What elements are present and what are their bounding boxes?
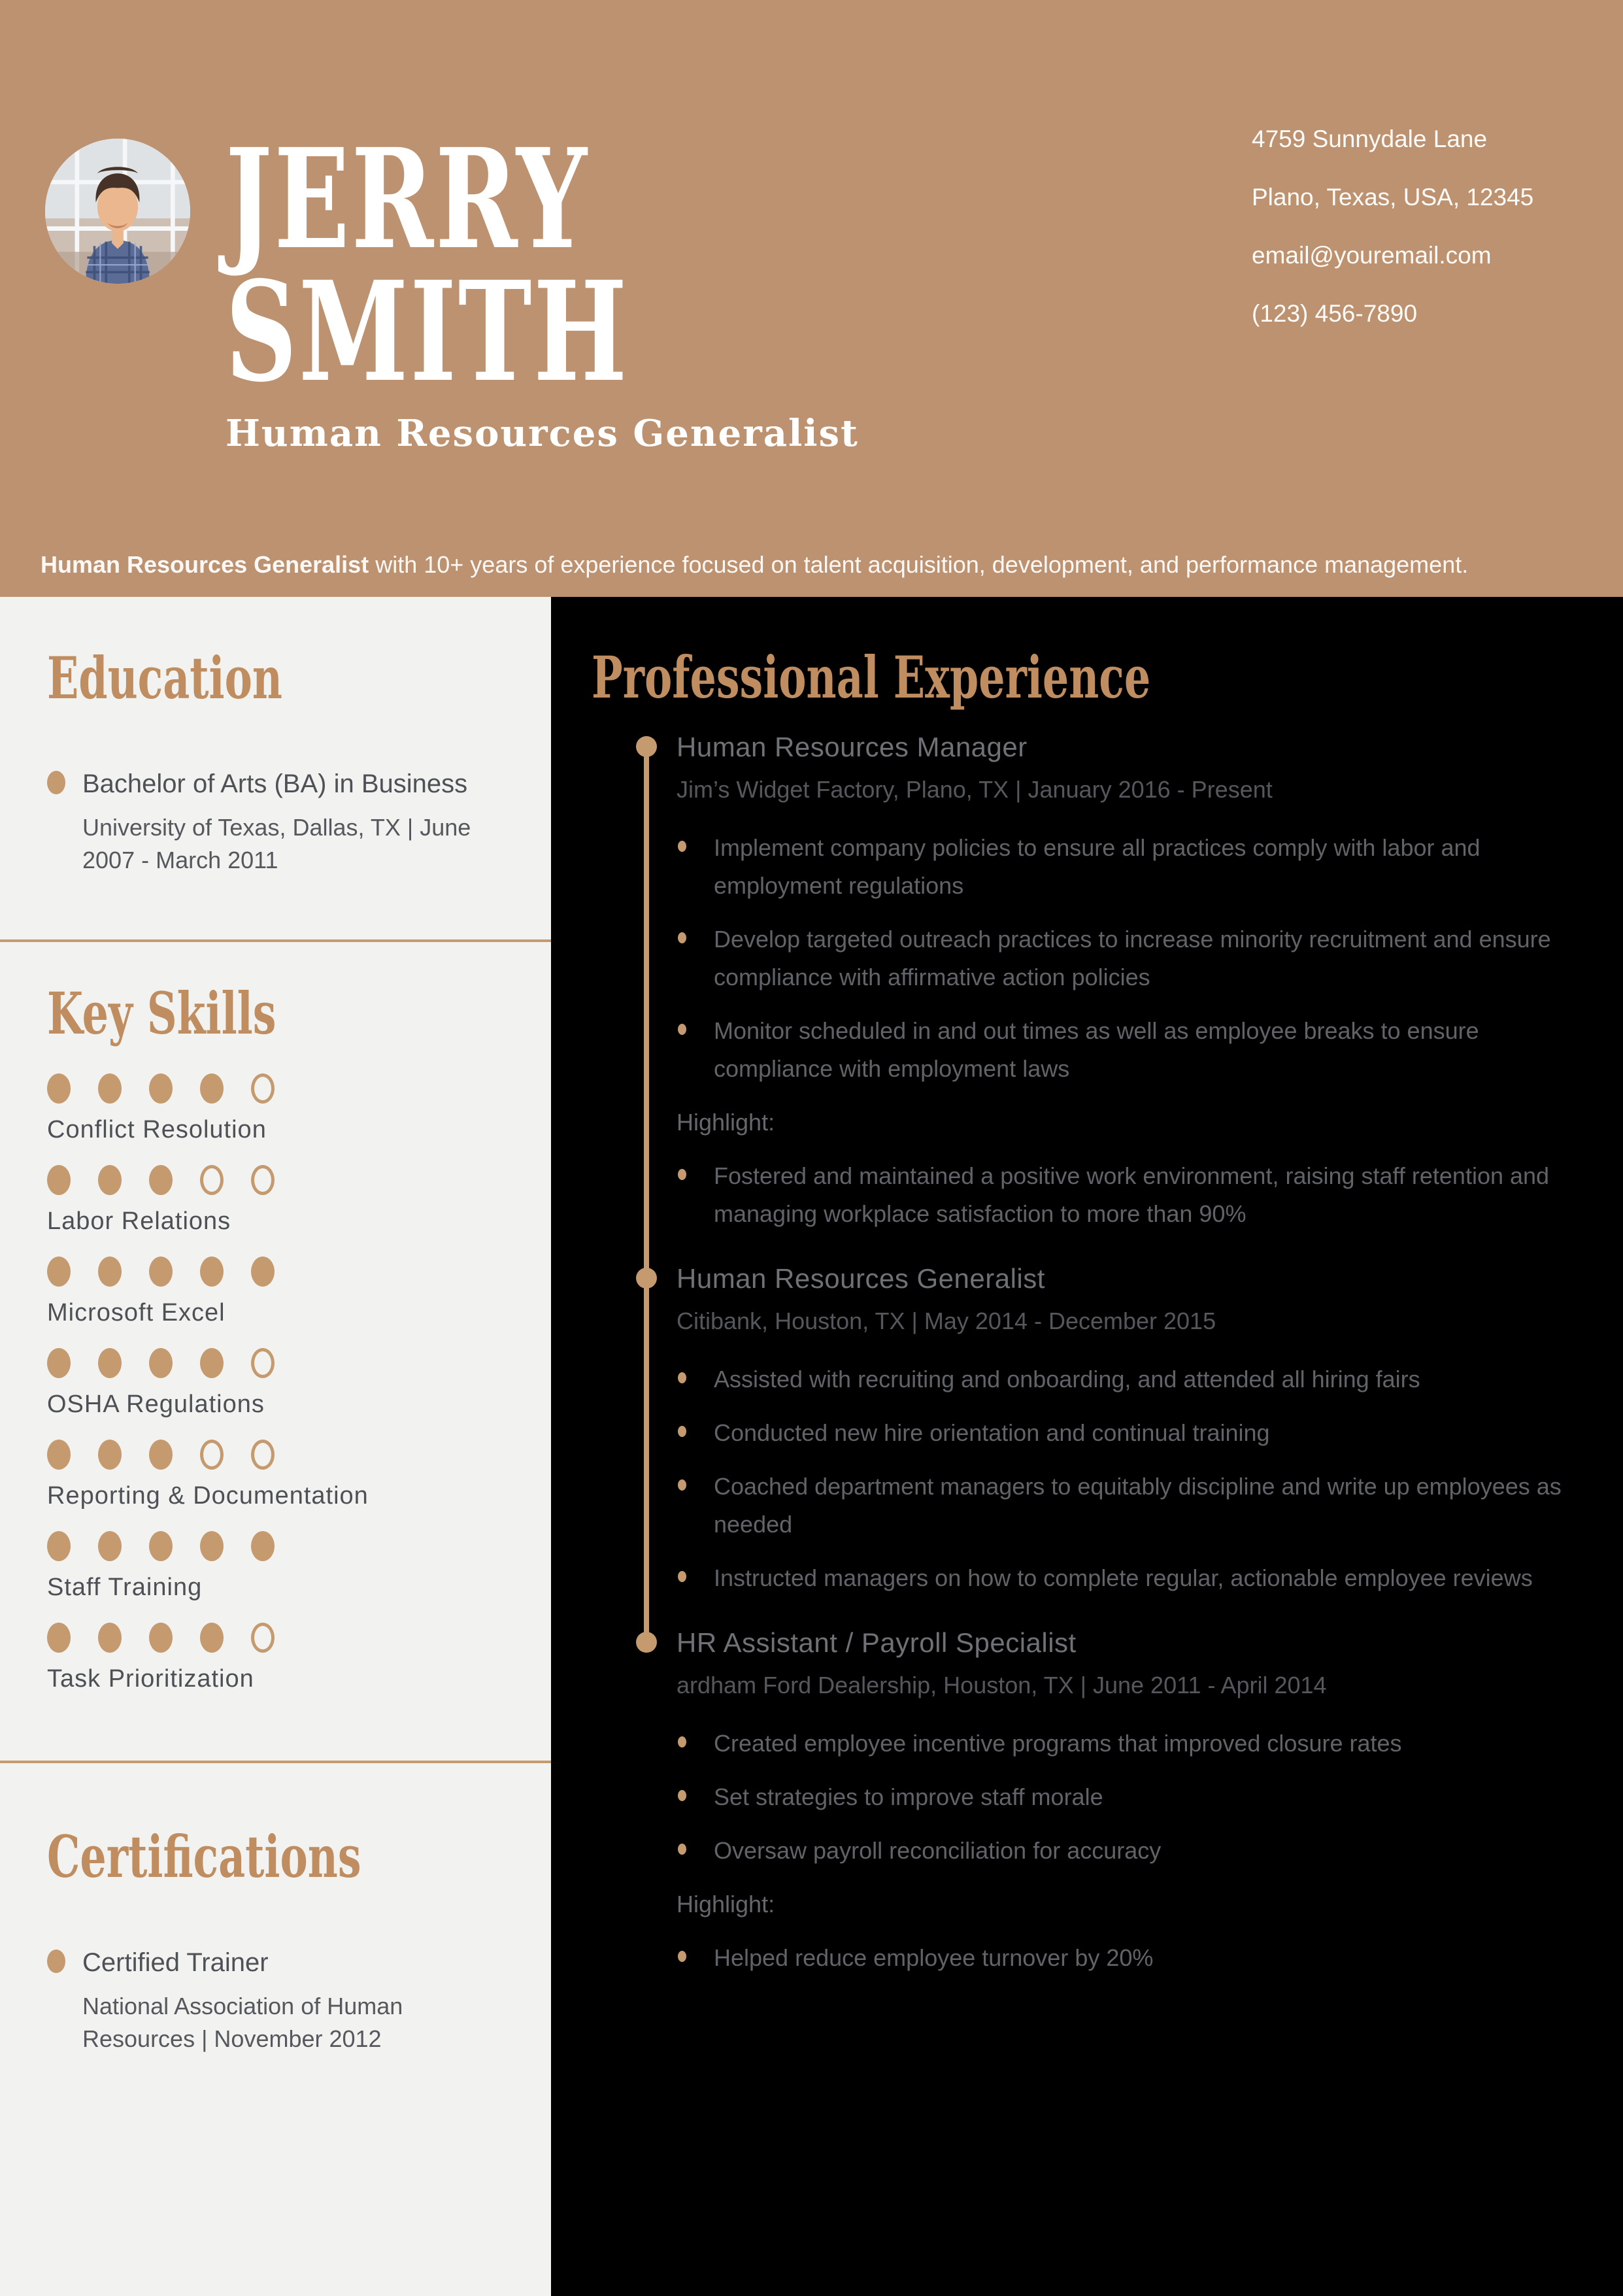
skill-label: Task Prioritization <box>47 1665 254 1693</box>
highlight-label: Highlight: <box>677 1109 775 1136</box>
skill-rating <box>47 1623 512 1653</box>
list-item <box>47 766 512 877</box>
skill-item <box>47 1073 512 1147</box>
job-bullet: Conducted new hire orientation and continual training <box>677 1414 1570 1452</box>
skill-item <box>47 1623 512 1696</box>
education-items <box>47 766 512 877</box>
jobs-timeline <box>592 731 1577 1977</box>
job-bullet: Set strategies to improve staff morale <box>677 1778 1570 1816</box>
skill-dot-filled <box>47 1348 71 1378</box>
skill-dot-filled <box>200 1623 224 1653</box>
certification-items <box>47 1944 512 2055</box>
skill-dot-empty <box>251 1073 275 1104</box>
job-bullet: Coached department managers to equitably discipline and write up employees as needed <box>677 1468 1570 1544</box>
skill-dot-filled <box>47 1440 71 1470</box>
skill-item <box>47 1531 512 1604</box>
skill-rating <box>47 1531 512 1561</box>
first-name: JERRY <box>226 118 589 280</box>
job-bullet-list <box>677 1725 1577 1870</box>
summary-text <box>41 551 1557 579</box>
skill-dot-empty <box>251 1165 275 1195</box>
experience-heading: Professional Experience <box>592 643 1151 711</box>
skill-label: Reporting & Documentation <box>47 1482 369 1510</box>
skill-dot-filled <box>98 1257 122 1287</box>
sidebar <box>0 597 551 2296</box>
skill-item <box>47 1440 512 1513</box>
job-company-dates: Jim’s Widget Factory, Plano, TX | January 2016 - Present <box>677 776 1273 803</box>
highlight-list <box>677 1939 1577 1977</box>
skill-dot-filled <box>200 1257 224 1287</box>
skill-dot-filled <box>200 1531 224 1561</box>
skill-dot-filled <box>149 1440 173 1470</box>
last-name: SMITH <box>226 251 629 413</box>
skills-list <box>47 1073 512 1696</box>
highlight-bullet: Fostered and maintained a positive work environment, raising staff retention and managing workplace satisfaction to more than 90% <box>677 1157 1570 1233</box>
skill-dot-filled <box>47 1257 71 1287</box>
job-entry <box>592 1262 1577 1597</box>
skill-label: Labor Relations <box>47 1207 231 1235</box>
item-title: Certified Trainer <box>82 1948 269 1977</box>
candidate-name <box>226 118 629 413</box>
skill-dot-filled <box>98 1165 122 1195</box>
skill-dot-empty <box>251 1348 275 1378</box>
skill-rating <box>47 1440 512 1470</box>
timeline-marker <box>636 1632 657 1653</box>
summary-rest: with 10+ years of experience focused on talent acquisition, development, and performance management. <box>369 551 1469 578</box>
skill-label: Staff Training <box>47 1574 203 1601</box>
skill-dot-empty <box>200 1440 224 1470</box>
job-bullet-list <box>677 829 1577 1088</box>
certifications-section <box>47 1823 512 2055</box>
skill-rating <box>47 1073 512 1104</box>
job-title: HR Assistant / Payroll Specialist <box>677 1627 1077 1658</box>
sidebar-divider-1 <box>0 939 551 942</box>
skill-rating <box>47 1348 512 1378</box>
skill-dot-filled <box>149 1531 173 1561</box>
timeline-marker <box>636 736 657 757</box>
experience-panel <box>551 597 1623 2296</box>
timeline-marker <box>636 1268 657 1289</box>
skill-dot-filled <box>200 1073 224 1104</box>
item-title: Bachelor of Arts (BA) in Business <box>82 769 468 798</box>
education-heading: Education <box>47 644 282 712</box>
skill-dot-filled <box>47 1531 71 1561</box>
skill-dot-filled <box>149 1348 173 1378</box>
bullet-dot <box>47 771 65 794</box>
sidebar-divider-2 <box>0 1761 551 1763</box>
skill-rating <box>47 1165 512 1195</box>
education-section <box>47 644 512 877</box>
skill-dot-filled <box>200 1348 224 1378</box>
skill-dot-filled <box>98 1348 122 1378</box>
skill-dot-filled <box>98 1623 122 1653</box>
skill-dot-filled <box>149 1073 173 1104</box>
job-entry <box>592 731 1577 1233</box>
skill-dot-filled <box>47 1165 71 1195</box>
job-title: Human Resources Manager <box>677 732 1028 762</box>
skill-rating <box>47 1257 512 1287</box>
job-bullet: Monitor scheduled in and out times as well as employee breaks to ensure compliance with employment laws <box>677 1012 1570 1088</box>
bullet-dot <box>47 1950 65 1973</box>
certifications-heading: Certifications <box>47 1823 361 1891</box>
skill-dot-filled <box>98 1440 122 1470</box>
list-item-text <box>82 1944 501 2055</box>
skill-label: Microsoft Excel <box>47 1299 226 1326</box>
list-item-text <box>82 766 501 877</box>
skill-dot-empty <box>200 1165 224 1195</box>
skill-dot-filled <box>47 1073 71 1104</box>
job-bullet: Created employee incentive programs that improved closure rates <box>677 1725 1570 1763</box>
contact-block <box>1252 110 1533 343</box>
highlight-label: Highlight: <box>677 1891 775 1917</box>
skill-dot-filled <box>251 1531 275 1561</box>
job-company-dates: Citibank, Houston, TX | May 2014 - December 2015 <box>677 1308 1216 1334</box>
highlight-list <box>677 1157 1577 1233</box>
skill-dot-filled <box>98 1073 122 1104</box>
list-item <box>47 1944 512 2055</box>
skill-dot-empty <box>251 1440 275 1470</box>
contact-line: (123) 456-7890 <box>1252 300 1418 327</box>
profile-photo <box>45 139 190 284</box>
header-band <box>0 0 1623 597</box>
skill-dot-filled <box>251 1257 275 1287</box>
skill-dot-filled <box>149 1257 173 1287</box>
job-bullet: Implement company policies to ensure all practices comply with labor and employment regulations <box>677 829 1570 905</box>
job-company-dates: ardham Ford Dealership, Houston, TX | June 2011 - April 2014 <box>677 1672 1327 1698</box>
job-title: Human Resources Generalist <box>677 1263 1045 1294</box>
job-entry <box>592 1627 1577 1977</box>
skill-dot-filled <box>47 1623 71 1653</box>
job-bullet-list <box>677 1360 1577 1597</box>
job-bullet: Instructed managers on how to complete regular, actionable employee reviews <box>677 1559 1570 1597</box>
job-bullet: Assisted with recruiting and onboarding, and attended all hiring fairs <box>677 1360 1570 1398</box>
skill-item <box>47 1348 512 1421</box>
skill-item <box>47 1257 512 1330</box>
contact-line: email@youremail.com <box>1252 242 1492 269</box>
candidate-headline: Human Resources Generalist <box>226 412 859 455</box>
skill-dot-empty <box>251 1623 275 1653</box>
skill-item <box>47 1165 512 1238</box>
skill-dot-filled <box>98 1531 122 1561</box>
skill-label: Conflict Resolution <box>47 1116 267 1143</box>
highlight-bullet: Helped reduce employee turnover by 20% <box>677 1939 1570 1977</box>
item-details: University of Texas, Dallas, TX | June 2007 - March 2011 <box>82 814 471 873</box>
skill-dot-filled <box>149 1165 173 1195</box>
summary-lead: Human Resources Generalist <box>41 551 369 578</box>
job-bullet: Oversaw payroll reconciliation for accuracy <box>677 1832 1570 1870</box>
skill-label: OSHA Regulations <box>47 1391 265 1418</box>
profile-photo-illustration <box>45 139 190 284</box>
key-skills-heading: Key Skills <box>47 979 276 1047</box>
skill-dot-filled <box>149 1623 173 1653</box>
contact-line: Plano, Texas, USA, 12345 <box>1252 184 1534 211</box>
job-bullet: Develop targeted outreach practices to increase minority recruitment and ensure compliance with affirmative action policies <box>677 920 1570 996</box>
item-details: National Association of Human Resources | November 2012 <box>82 1993 403 2052</box>
contact-line: 4759 Sunnydale Lane <box>1252 126 1488 152</box>
key-skills-section <box>47 979 512 1696</box>
